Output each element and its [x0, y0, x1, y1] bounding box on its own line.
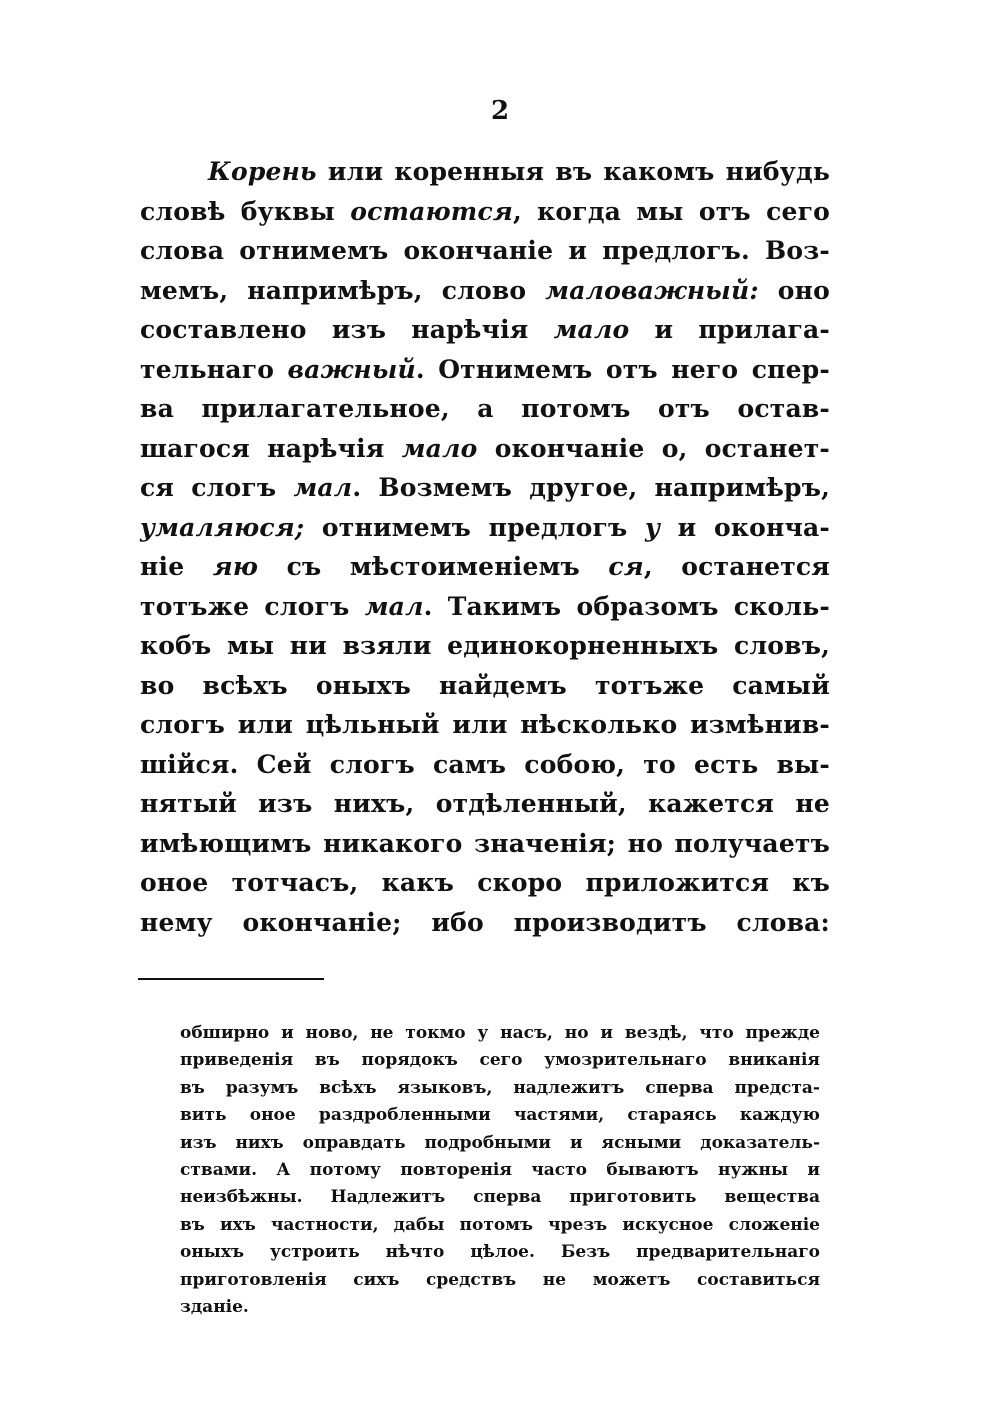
text-segment: нятый изъ нихъ, отдѣленный, кажется не [140, 789, 830, 818]
text-line [140, 192, 830, 232]
text-segment: составлено изъ нарѣчія [140, 315, 554, 344]
footnote-divider [138, 978, 324, 980]
text-line [140, 310, 830, 350]
text-line [140, 152, 830, 192]
italic-term: у [644, 512, 661, 542]
text-segment: слова отнимемъ окончаніе и предлогъ. Воз- [140, 236, 830, 265]
text-segment: мемъ, напримѣръ, слово [140, 275, 546, 305]
text-line [140, 863, 830, 903]
text-segment: ва прилагательное, а потомъ отъ остав- [140, 394, 830, 423]
footnote-line: изъ нихъ оправдать подробными и ясными доказатель- [180, 1132, 820, 1153]
italic-term: мало [401, 433, 478, 463]
italic-term: остаются [350, 196, 513, 226]
text-line [140, 429, 830, 469]
footnote-line: обширно и ново, не токмо у насъ, но и вездѣ, что прежде [180, 1023, 820, 1043]
footnote-line: ствами. А потому повторенія часто бываютъ нужны и [180, 1159, 820, 1180]
text-line [140, 824, 830, 864]
text-segment: имѣющимъ никакого значенія; но получаетъ [140, 828, 830, 858]
italic-term: мало [553, 315, 630, 344]
text-segment: ніе [140, 552, 213, 581]
text-segment: шагося нарѣчія [140, 433, 402, 463]
footnote-line: приготовленія сихъ средствъ не можетъ составиться [180, 1269, 820, 1290]
text-segment: . Возмемъ другое, напримѣръ, [352, 473, 830, 502]
italic-term: мал [364, 591, 424, 621]
footnote-line: зданіе. [180, 1296, 249, 1317]
text-segment: отнимемъ предлогъ [304, 512, 645, 542]
text-line [140, 389, 830, 429]
text-segment: тельнаго [140, 354, 288, 384]
footnote-line: въ разумъ всѣхъ языковъ, надлежитъ сперва предста- [180, 1077, 820, 1098]
text-segment: и прилага- [629, 315, 830, 344]
footnote-line: вить оное раздробленными частями, стараясь каждую [180, 1105, 820, 1126]
text-segment: оно [758, 275, 830, 305]
text-line [140, 705, 830, 745]
italic-term: ся [608, 552, 644, 581]
text-segment: окончаніе о, останет- [477, 433, 831, 463]
text-line [140, 547, 830, 587]
text-segment: нему окончаніе; ибо производитъ слова: [140, 907, 830, 937]
italic-term: умаляюся; [140, 512, 305, 542]
page-number: 2 [490, 96, 510, 126]
footnote-line: оныхъ устроить нѣчто цѣлое. Безъ предварительнаго [180, 1242, 820, 1263]
text-segment: во всѣхъ оныхъ найдемъ тотъже самый [140, 670, 830, 700]
text-segment: оное тотчасъ, какъ скоро приложится къ [140, 868, 830, 897]
text-line [140, 587, 830, 627]
text-segment: . Такимъ образомъ сколь- [423, 591, 830, 621]
footnote-block [180, 1020, 820, 1321]
text-segment: , когда мы отъ сего [512, 196, 830, 226]
text-segment: и оконча- [660, 512, 830, 542]
text-segment: словѣ буквы [140, 196, 351, 226]
italic-term: важный [287, 354, 416, 384]
text-line [140, 666, 830, 706]
footnote-line: въ ихъ частности, дабы потомъ чрезъ искусное сложеніе [180, 1214, 820, 1235]
main-text-block [140, 152, 830, 942]
text-segment: . Отнимемъ отъ него спер- [415, 354, 830, 384]
text-line [140, 626, 830, 666]
text-segment: кобъ мы ни взяли единокорненныхъ словъ, [140, 631, 830, 660]
text-segment: тотъже слогъ [140, 591, 365, 621]
italic-term: яю [212, 552, 259, 581]
text-line [140, 271, 830, 311]
italic-term: маловажный: [545, 275, 759, 305]
text-line [140, 903, 830, 943]
text-line [140, 350, 830, 390]
text-line [140, 468, 830, 508]
text-segment: , останется [643, 552, 830, 581]
text-segment: слогъ или цѣльный или нѣсколько измѣнив- [140, 710, 830, 739]
text-line [140, 784, 830, 824]
footnote-line: неизбѣжны. Надлежитъ сперва приготовить вещества [180, 1187, 820, 1208]
text-segment: ся слогъ [140, 473, 294, 502]
text-segment: или коренныя въ какомъ нибудь [316, 157, 830, 186]
italic-term: Корень [208, 157, 317, 186]
footnote-line: приведенія въ порядокъ сего умозрительнаго вниканія [180, 1050, 820, 1071]
text-segment: съ мѣстоименіемъ [258, 552, 609, 581]
text-segment: шійся. Сей слогъ самъ собою, то есть вы- [140, 749, 830, 779]
text-line [140, 745, 830, 785]
text-line [140, 508, 830, 548]
text-line [140, 231, 830, 271]
italic-term: мал [293, 473, 353, 502]
